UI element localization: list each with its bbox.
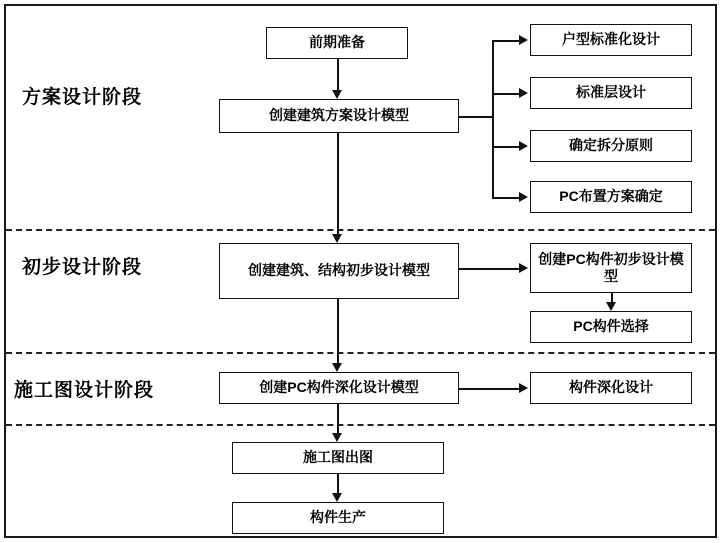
node-pc-component-prelim[interactable]: 创建PC构件初步设计模型 [530, 243, 692, 293]
connector-branch-to-standard-floor [492, 93, 521, 95]
arrowhead-deepening [332, 363, 342, 372]
stage-label-preliminary: 初步设计阶段 [22, 257, 143, 278]
arrowhead-unit-standardization [519, 35, 528, 45]
node-unit-standardization[interactable]: 户型标准化设计 [530, 24, 692, 56]
connector-branch-trunk [492, 40, 494, 197]
connector-branch-to-unit-standardization [492, 40, 521, 42]
connector-output-to-production [337, 474, 339, 493]
connector-prelim-to-pc-prelim [459, 268, 521, 270]
node-create-scheme-model[interactable]: 创建建筑方案设计模型 [219, 99, 459, 133]
stage-label-scheme: 方案设计阶段 [22, 87, 143, 108]
arrowhead-pc-select [606, 302, 616, 311]
node-drawing-output[interactable]: 施工图出图 [232, 442, 444, 474]
node-component-deepening[interactable]: 构件深化设计 [530, 372, 692, 404]
stage-label-construction-drawing: 施工图设计阶段 [14, 380, 155, 401]
connector-prelim-to-deepening [337, 299, 339, 363]
connector-scheme-to-prelim [337, 133, 339, 234]
node-component-production[interactable]: 构件生产 [232, 502, 444, 534]
arrowhead-split-principle [519, 141, 528, 151]
stage-divider-2 [6, 352, 715, 354]
connector-preparation-to-scheme [337, 59, 339, 90]
node-pc-layout[interactable]: PC布置方案确定 [530, 181, 692, 213]
connector-deepening-to-component-deepening [459, 388, 521, 390]
stage-divider-3 [6, 424, 715, 426]
connector-branch-to-split-principle [492, 146, 521, 148]
node-standard-floor[interactable]: 标准层设计 [530, 77, 692, 109]
arrowhead-pc-layout [519, 192, 528, 202]
connector-scheme-to-branch [459, 116, 492, 118]
node-pc-deepening-model[interactable]: 创建PC构件深化设计模型 [219, 372, 459, 404]
stage-divider-1 [6, 229, 715, 231]
arrowhead-component-deepening [519, 383, 528, 393]
connector-pc-prelim-to-select [611, 293, 613, 302]
node-preparation[interactable]: 前期准备 [266, 27, 408, 59]
arrowhead-scheme-to-prelim [332, 234, 342, 243]
node-arch-struct-prelim[interactable]: 创建建筑、结构初步设计模型 [219, 243, 459, 299]
arrowhead-standard-floor [519, 88, 528, 98]
connector-branch-to-pc-layout [492, 197, 521, 199]
arrowhead-pc-prelim [519, 263, 528, 273]
node-pc-component-select[interactable]: PC构件选择 [530, 311, 692, 343]
connector-deepening-to-output [337, 404, 339, 433]
arrowhead-component-production [332, 493, 342, 502]
node-split-principle[interactable]: 确定拆分原则 [530, 130, 692, 162]
arrowhead-preparation-to-scheme [332, 90, 342, 99]
arrowhead-drawing-output [332, 433, 342, 442]
